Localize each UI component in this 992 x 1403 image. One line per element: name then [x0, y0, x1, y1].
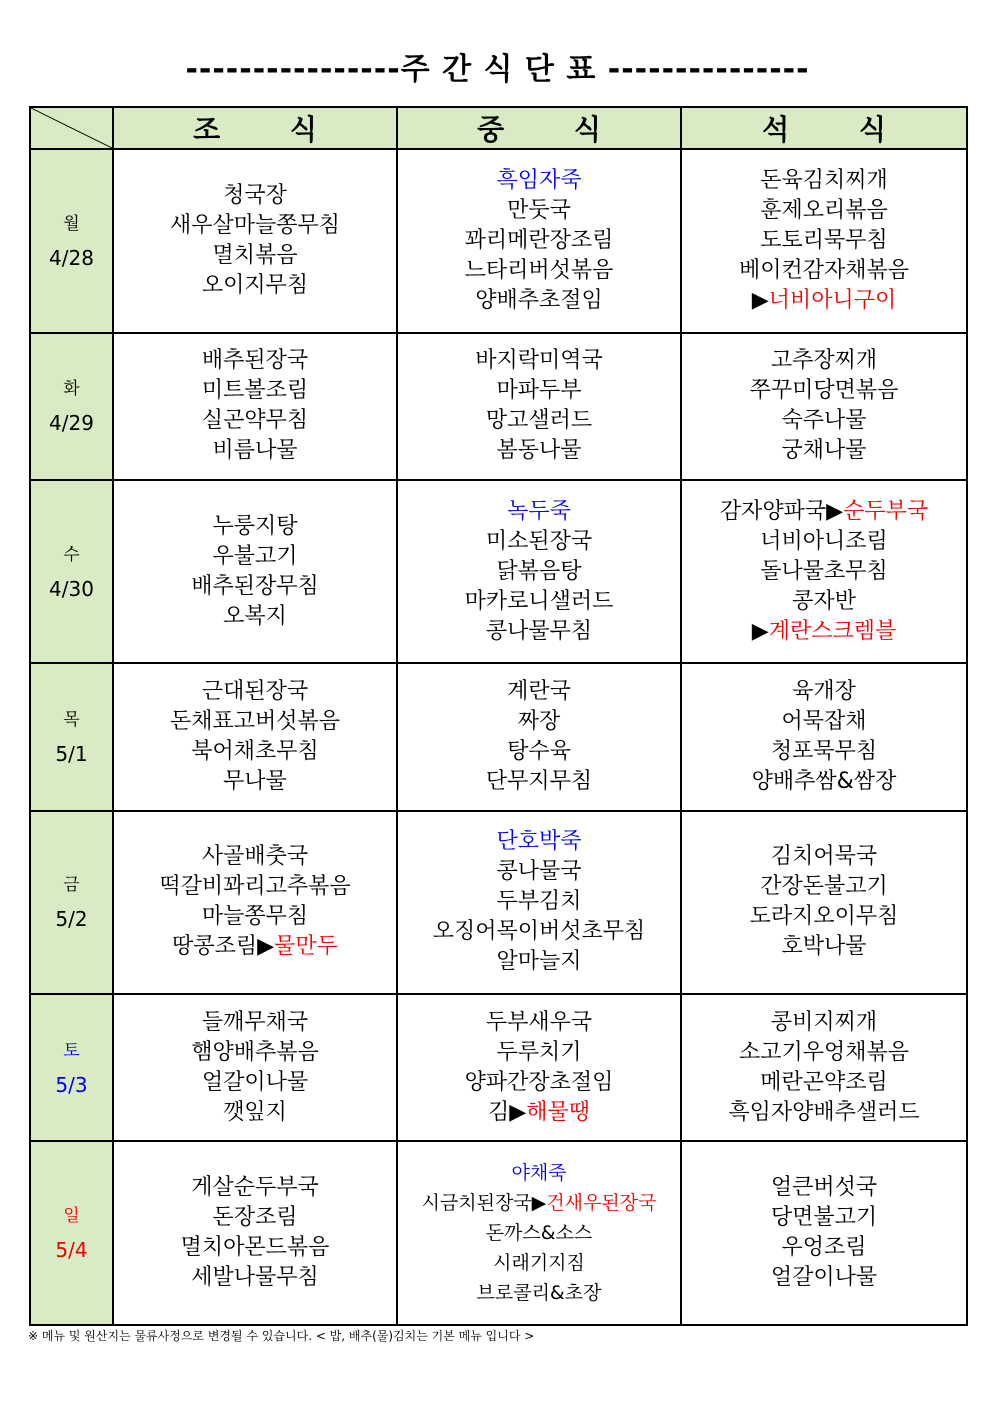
menu-item: 망고샐러드	[485, 408, 593, 434]
menu-item: 너비아니조림	[760, 528, 888, 554]
menu-item: 게살순두부국	[191, 1175, 319, 1201]
menu-item-original: 감자양파국▶	[719, 498, 844, 524]
menu-item: 오징어목이버섯초무침	[432, 919, 646, 945]
day-cell	[30, 149, 113, 333]
arrow-icon: ▶	[751, 287, 769, 313]
menu-item: 봄동나물	[496, 438, 582, 464]
day-date: 5/4	[55, 1238, 88, 1263]
breakfast-cell	[113, 811, 397, 995]
dinner-cell	[681, 149, 967, 333]
menu-item: 무나물	[223, 768, 287, 794]
day-row-wed	[30, 480, 967, 664]
day-date: 4/30	[49, 576, 94, 601]
menu-item: 김치어묵국	[770, 844, 878, 870]
menu-item: 꽈리메란장조림	[464, 227, 614, 253]
menu-item: 돈장조림	[212, 1205, 298, 1231]
menu-item: 비름나물	[212, 438, 298, 464]
header-dinner: 석 식	[681, 107, 967, 149]
extra-item: 너비아니구이	[768, 287, 897, 313]
extra-item: 순두부국	[843, 498, 929, 524]
dinner-cell	[681, 1141, 967, 1325]
special-porridge: 녹두죽	[507, 498, 571, 524]
special-porridge: 흑임자죽	[496, 167, 582, 193]
menu-item: 청국장	[223, 182, 287, 208]
menu-item-extra	[398, 1098, 680, 1128]
day-row-tue	[30, 333, 967, 480]
day-row-sat	[30, 994, 967, 1141]
menu-item-extra	[682, 286, 966, 316]
menu-item: 멸치아몬드볶음	[180, 1235, 330, 1261]
menu-item-original: 김▶	[488, 1099, 527, 1125]
lunch-cell	[397, 994, 681, 1141]
menu-item: 우엉조림	[781, 1235, 867, 1261]
menu-item: 간장돈불고기	[760, 874, 888, 900]
menu-item: 양파간장초절임	[464, 1069, 614, 1095]
menu-item: 청포묵무침	[770, 738, 878, 764]
menu-item: 돈육김치찌개	[760, 167, 888, 193]
menu-item: 근대된장국	[201, 678, 309, 704]
day-date: 5/1	[55, 741, 88, 766]
menu-item: 바지락미역국	[475, 348, 603, 374]
breakfast-cell	[113, 663, 397, 810]
weekly-menu-table	[29, 106, 968, 1326]
dinner-cell	[681, 333, 967, 480]
lunch-cell	[397, 1141, 681, 1325]
menu-item: 콩나물국	[496, 859, 582, 885]
lunch-cell	[397, 149, 681, 333]
menu-item: 계란국	[507, 678, 571, 704]
menu-item-original: 땅콩조림▶	[172, 934, 275, 960]
menu-item: 배추된장무침	[191, 573, 319, 599]
menu-item: 돈까스&소스	[485, 1222, 593, 1245]
menu-item: 세발나물무침	[191, 1265, 319, 1291]
day-row-sun	[30, 1141, 967, 1325]
menu-item: 당면불고기	[770, 1205, 878, 1231]
menu-item: 마파두부	[496, 378, 582, 404]
menu-item: 육개장	[792, 678, 856, 704]
header-row	[30, 107, 967, 149]
menu-item: 얼갈이나물	[770, 1265, 878, 1291]
menu-item: 브로콜리&초장	[476, 1282, 602, 1305]
menu-item: 베이컨감자채볶음	[738, 257, 910, 283]
menu-item: 호박나물	[781, 934, 867, 960]
menu-item: 만둣국	[507, 197, 571, 223]
menu-item: 새우살마늘쫑무침	[169, 212, 341, 238]
menu-item: 배추된장국	[201, 348, 309, 374]
menu-item: 느타리버섯볶음	[464, 257, 614, 283]
lunch-cell	[397, 333, 681, 480]
lunch-cell	[397, 480, 681, 664]
dinner-cell	[681, 994, 967, 1141]
day-name: 금	[63, 875, 80, 896]
footer-note: ※ 메뉴 및 원산지는 물류사정으로 변경될 수 있습니다. < 밥, 배추(물)김치는 기본 메뉴 입니다 >	[28, 1329, 535, 1343]
day-date: 4/29	[49, 411, 94, 436]
page-title: ----------------주 간 식 단 표 ---------------	[185, 52, 810, 87]
breakfast-cell	[113, 149, 397, 333]
header-lunch: 중 식	[397, 107, 681, 149]
day-name: 월	[63, 213, 80, 234]
menu-item: 오복지	[223, 603, 287, 629]
breakfast-cell	[113, 994, 397, 1141]
breakfast-cell	[113, 333, 397, 480]
menu-item: 얼갈이나물	[201, 1069, 309, 1095]
menu-item: 어묵잡채	[781, 708, 867, 734]
header-breakfast: 조 식	[113, 107, 397, 149]
day-cell	[30, 663, 113, 810]
day-name: 일	[63, 1206, 80, 1227]
corner-cell	[30, 107, 113, 149]
menu-item: 짜장	[517, 708, 561, 734]
menu-item: 미소된장국	[485, 528, 593, 554]
menu-item: 알마늘지	[496, 949, 582, 975]
lunch-cell	[397, 811, 681, 995]
menu-item: 마카로니샐러드	[464, 588, 614, 614]
menu-item: 실곤약무침	[201, 408, 309, 434]
extra-item: 건새우된장국	[546, 1192, 657, 1215]
breakfast-cell	[113, 480, 397, 664]
menu-item-first	[398, 1188, 680, 1218]
menu-item: 돈채표고버섯볶음	[169, 708, 341, 734]
day-cell	[30, 811, 113, 995]
menu-item: 북어채초무침	[191, 738, 319, 764]
menu-item: 단무지무침	[485, 768, 593, 794]
menu-item: 흑임자양배추샐러드	[728, 1099, 920, 1125]
menu-item: 도토리묵무침	[760, 227, 888, 253]
menu-item: 두루치기	[496, 1039, 582, 1065]
menu-item: 쭈꾸미당면볶음	[749, 378, 899, 404]
day-row-thu	[30, 663, 967, 810]
extra-item: 계란스크렘블	[768, 618, 897, 644]
special-porridge: 야채죽	[511, 1162, 567, 1185]
menu-item: 탕수육	[507, 738, 571, 764]
menu-item: 숙주나물	[781, 408, 867, 434]
menu-item: 누룽지탕	[212, 513, 298, 539]
menu-item: 깻잎지	[223, 1099, 287, 1125]
special-porridge: 단호박죽	[496, 829, 582, 855]
day-cell	[30, 1141, 113, 1325]
menu-item: 오이지무침	[201, 272, 309, 298]
menu-item: 도라지오이무침	[749, 904, 899, 930]
menu-item: 소고기우엉채볶음	[738, 1039, 910, 1065]
day-date: 5/2	[55, 907, 88, 932]
day-row-mon	[30, 149, 967, 333]
lunch-cell	[397, 663, 681, 810]
menu-item: 콩비지찌개	[770, 1009, 878, 1035]
day-cell	[30, 480, 113, 664]
menu-item: 궁채나물	[781, 438, 867, 464]
menu-item: 들깨무채국	[201, 1009, 309, 1035]
menu-item: 양배추쌈&쌈장	[751, 768, 897, 794]
extra-item: 물만두	[274, 934, 338, 960]
day-row-fri	[30, 811, 967, 995]
menu-item: 닭볶음탕	[496, 558, 582, 584]
menu-item: 두부새우국	[485, 1009, 593, 1035]
menu-item: 두부김치	[496, 889, 582, 915]
menu-item-first	[682, 497, 966, 527]
menu-item-extra	[114, 932, 396, 962]
menu-item-original: 시금치된장국▶	[421, 1192, 547, 1215]
day-name: 토	[63, 1040, 80, 1061]
menu-item: 콩자반	[792, 588, 856, 614]
menu-item: 햄양배추볶음	[191, 1039, 319, 1065]
menu-item: 멸치볶음	[212, 242, 298, 268]
menu-item: 마늘쫑무침	[201, 904, 309, 930]
menu-item: 미트볼조림	[201, 378, 309, 404]
dinner-cell	[681, 480, 967, 664]
day-cell	[30, 333, 113, 480]
dinner-cell	[681, 811, 967, 995]
day-name: 수	[63, 544, 80, 565]
menu-item: 사골배춧국	[201, 844, 309, 870]
breakfast-cell	[113, 1141, 397, 1325]
menu-item: 시래기지짐	[493, 1252, 585, 1275]
menu-item: 돌나물초무침	[760, 558, 888, 584]
menu-item: 고추장찌개	[770, 348, 878, 374]
extra-item: 해물땡	[526, 1099, 590, 1125]
day-date: 4/28	[49, 245, 94, 270]
day-date: 5/3	[55, 1072, 88, 1097]
menu-item: 우불고기	[212, 543, 298, 569]
menu-item: 양배추초절임	[475, 287, 603, 313]
day-cell	[30, 994, 113, 1141]
menu-item: 메란곤약조림	[760, 1069, 888, 1095]
menu-item: 떡갈비꽈리고추볶음	[159, 874, 351, 900]
menu-item: 콩나물무침	[485, 618, 593, 644]
menu-item: 얼큰버섯국	[770, 1175, 878, 1201]
menu-item: 훈제오리볶음	[760, 197, 888, 223]
menu-item-extra	[682, 617, 966, 647]
diagonal-line	[31, 108, 112, 148]
arrow-icon: ▶	[751, 618, 769, 644]
day-name: 목	[63, 709, 80, 730]
day-name: 화	[63, 379, 80, 400]
dinner-cell	[681, 663, 967, 810]
